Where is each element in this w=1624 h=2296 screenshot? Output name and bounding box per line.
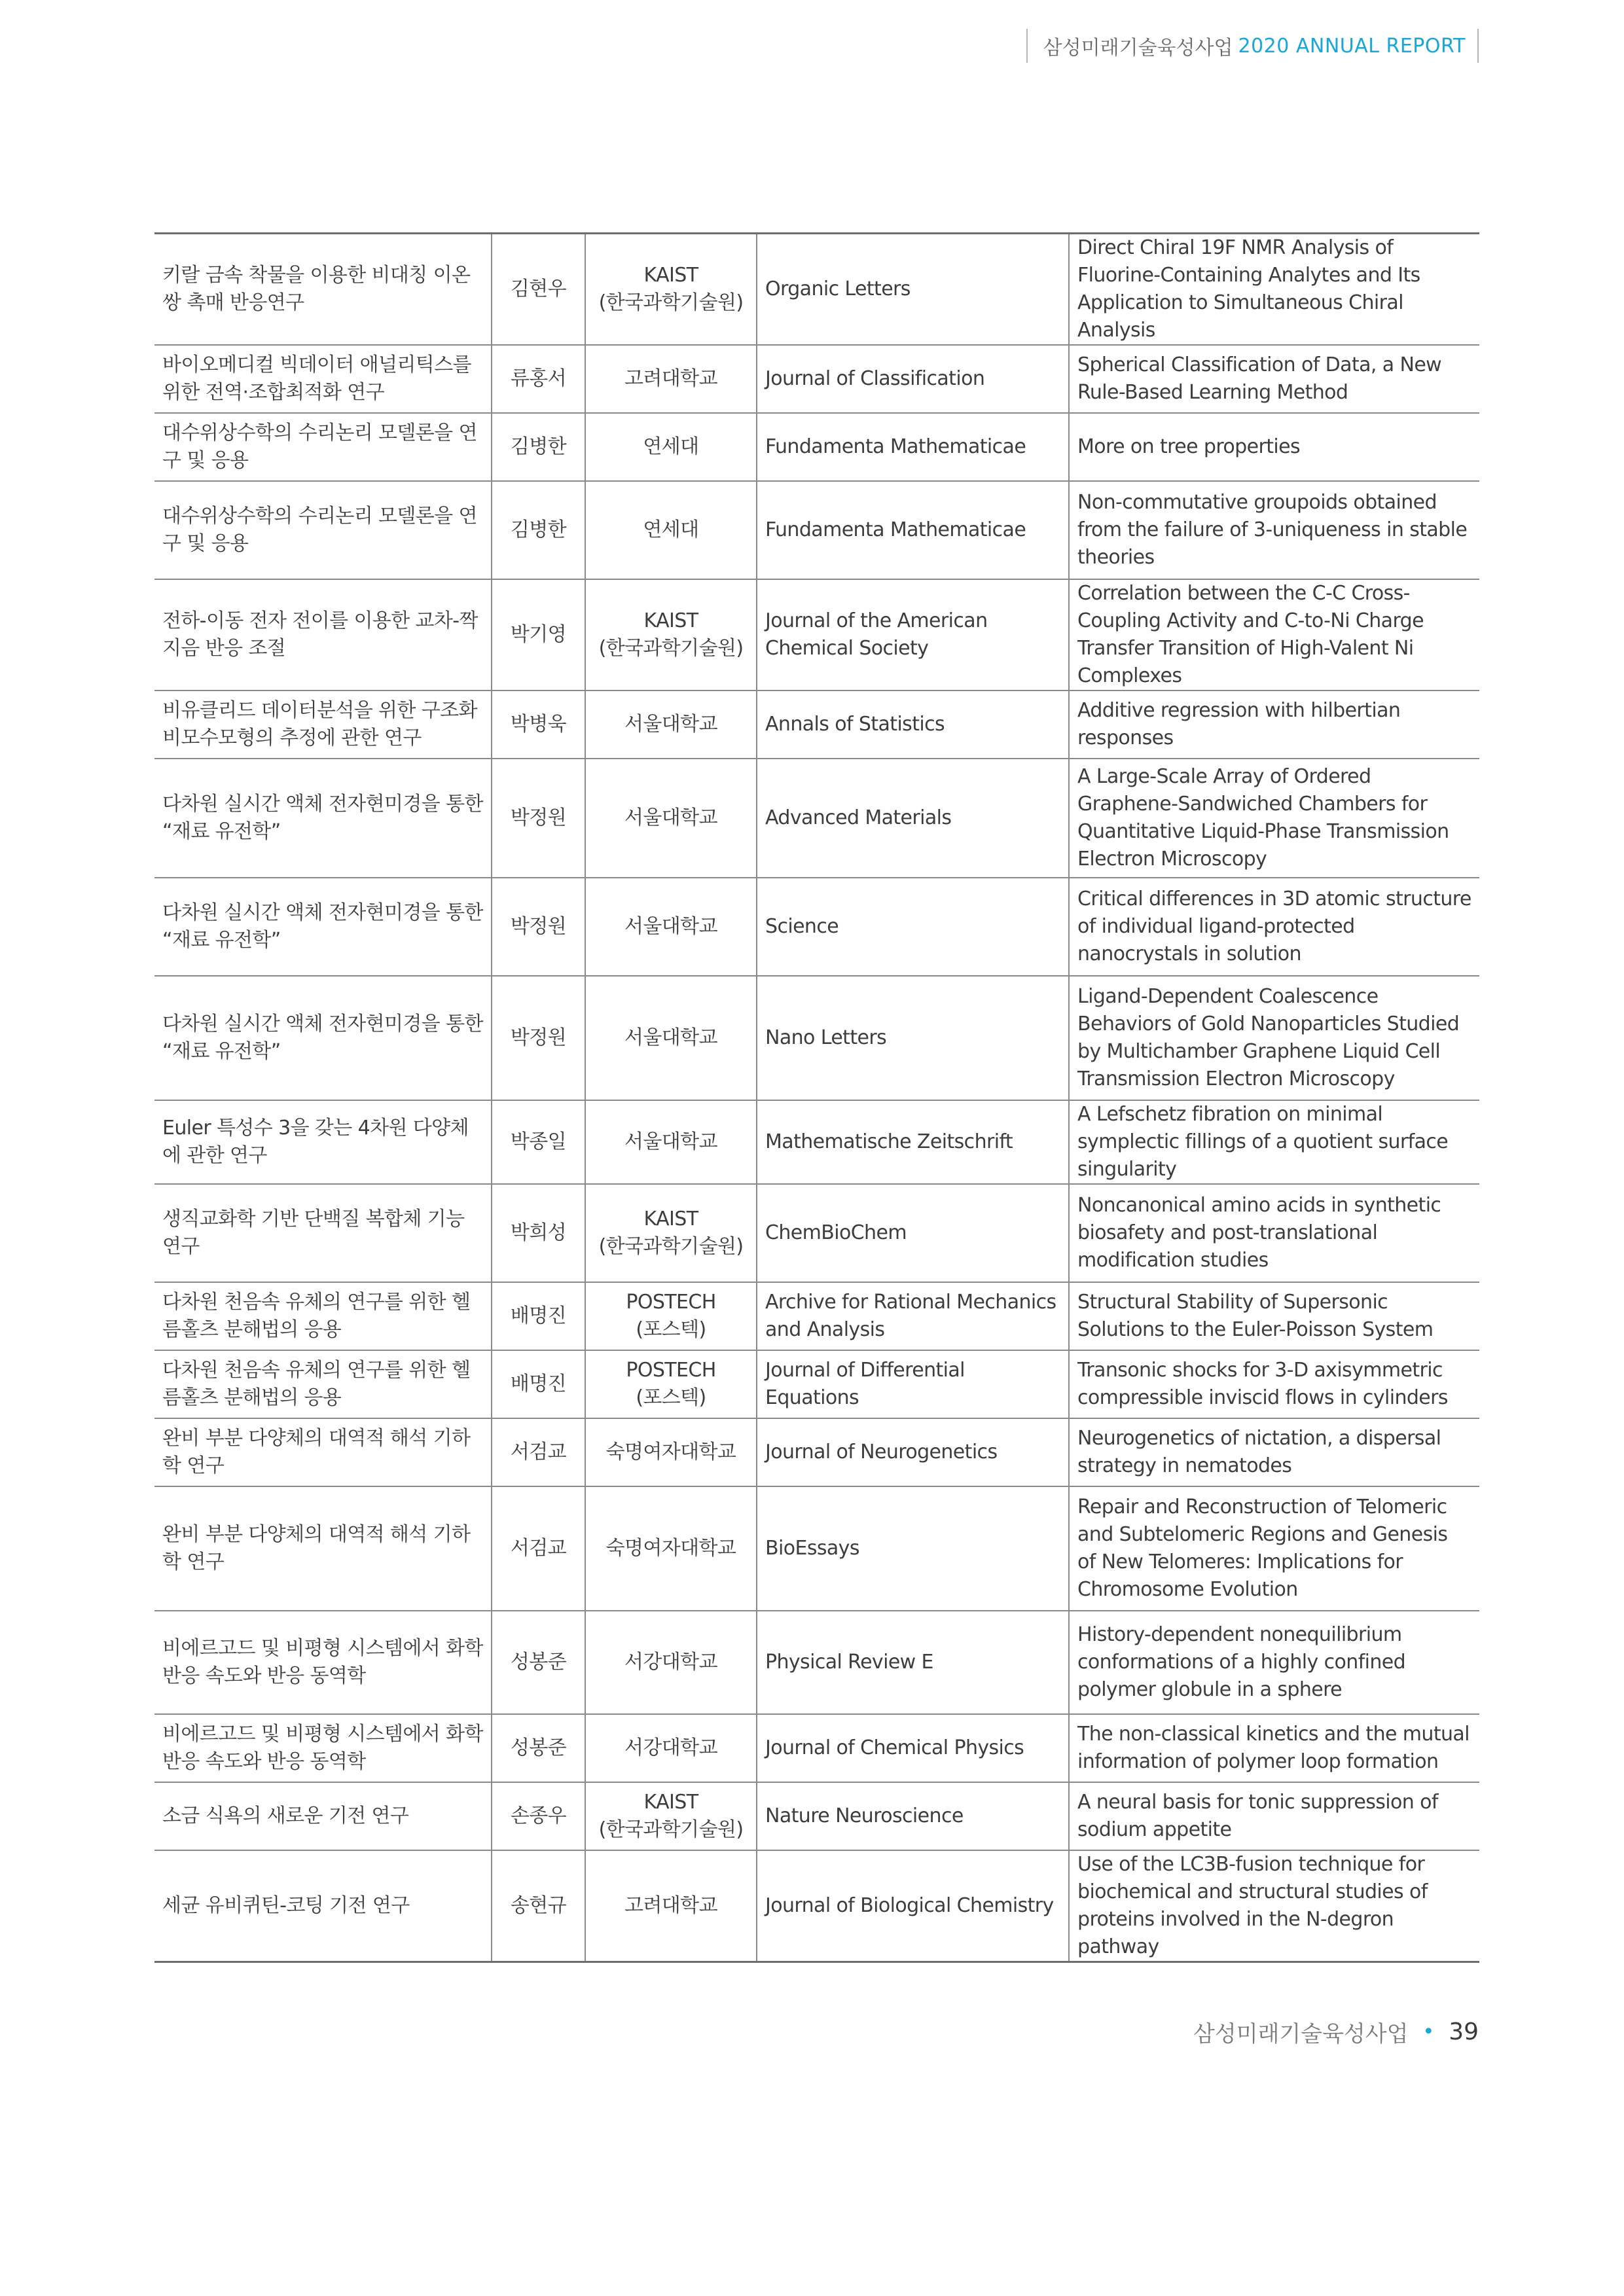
researcher-name-cell: 김병한: [492, 481, 585, 579]
research-topic-cell: 비에르고드 및 비평형 시스템에서 화학 반응 속도와 반응 동역학: [162, 1637, 483, 1687]
institution-name: 고려대학교: [624, 1894, 717, 1917]
page-footer: [1193, 2016, 1479, 2048]
researcher-name-cell: 박병욱: [492, 691, 585, 759]
research-topic-cell: 비유클리드 데이터분석을 위한 구조화 비모수모형의 추정에 관한 연구: [162, 699, 477, 749]
table-row: [154, 345, 1479, 413]
researcher-name-cell: 배명진: [492, 1282, 585, 1350]
researcher-name-cell: 박기영: [492, 579, 585, 691]
institution-cell: [585, 481, 757, 579]
journal-cell: Journal of Neurogenetics: [757, 1418, 1069, 1486]
researcher-name-cell: 배명진: [492, 1350, 585, 1418]
institution-name: 서울대학교: [624, 1130, 717, 1153]
research-topic-cell: 완비 부분 다양체의 대역적 해석 기하학 연구: [162, 1523, 471, 1573]
institution-cell: [585, 234, 757, 346]
institution-name-korean: (한국과학기술원): [598, 1818, 744, 1841]
journal-cell: Science: [757, 878, 1069, 976]
header-org-name: 삼성미래기술육성사업: [1043, 37, 1233, 60]
institution-cell: [585, 1418, 757, 1486]
researcher-name-cell: 김현우: [492, 234, 585, 346]
institution-name: 서강대학교: [624, 1736, 717, 1759]
research-topic-cell: 키랄 금속 착물을 이용한 비대칭 이온쌍 촉매 반응연구: [162, 264, 471, 314]
publications-table-container: [154, 232, 1479, 1963]
journal-cell: ChemBioChem: [757, 1184, 1069, 1282]
footer-bullet: •: [1422, 2020, 1435, 2043]
journal-cell: Fundamenta Mathematicae: [757, 413, 1069, 481]
institution-name: KAIST: [643, 609, 698, 632]
institution-name: KAIST: [643, 1791, 698, 1814]
table-row: [154, 579, 1479, 691]
journal-cell: Fundamenta Mathematicae: [757, 481, 1069, 579]
publications-table-body: [154, 234, 1479, 1962]
table-row: [154, 1282, 1479, 1350]
institution-cell: [585, 1100, 757, 1184]
institution-name: 서울대학교: [624, 713, 717, 736]
paper-title-cell: Correlation between the C-C Cross-Coupling Activity and C-to-Ni Charge Transfer Transition of High-Valent Ni Complexes: [1069, 579, 1479, 691]
institution-cell: [585, 759, 757, 878]
paper-title-cell: Spherical Classification of Data, a New Rule-Based Learning Method: [1069, 345, 1479, 413]
table-row: [154, 878, 1479, 976]
research-topic-cell: 다차원 실시간 액체 전자현미경을 통한 “재료 유전학”: [162, 901, 483, 952]
table-row: [154, 1350, 1479, 1418]
footer-org-name: 삼성미래기술육성사업: [1193, 2021, 1409, 2047]
researcher-name-cell: 성봉준: [492, 1611, 585, 1714]
paper-title-cell: Use of the LC3B-fusion technique for biochemical and structural studies of proteins involved in the N-degron pathway: [1069, 1850, 1479, 1962]
paper-title-cell: Non-commutative groupoids obtained from the failure of 3-uniqueness in stable theories: [1069, 481, 1479, 579]
institution-cell: [585, 1714, 757, 1782]
paper-title-cell: Repair and Reconstruction of Telomeric and Subtelomeric Regions and Genesis of New Telomeres: Implications for Chromosome Evolution: [1069, 1486, 1479, 1611]
research-topic-cell: 생직교화학 기반 단백질 복합체 기능 연구: [162, 1208, 465, 1258]
paper-title-cell: More on tree properties: [1069, 413, 1479, 481]
researcher-name-cell: 박희성: [492, 1184, 585, 1282]
institution-name: POSTECH: [626, 1291, 716, 1314]
research-topic-cell: 소금 식욕의 새로운 기전 연구: [162, 1804, 409, 1827]
paper-title-cell: Neurogenetics of nictation, a dispersal strategy in nematodes: [1069, 1418, 1479, 1486]
table-row: [154, 976, 1479, 1100]
journal-cell: BioEssays: [757, 1486, 1069, 1611]
journal-cell: Journal of Chemical Physics: [757, 1714, 1069, 1782]
institution-name: 서울대학교: [624, 1026, 717, 1049]
research-topic-cell: 비에르고드 및 비평형 시스템에서 화학 반응 속도와 반응 동역학: [162, 1723, 483, 1773]
institution-cell: [585, 878, 757, 976]
paper-title-cell: The non-classical kinetics and the mutual information of polymer loop formation: [1069, 1714, 1479, 1782]
research-topic-cell: 대수위상수학의 수리논리 모델론을 연구 및 응용: [162, 505, 477, 555]
researcher-name-cell: 박정원: [492, 759, 585, 878]
institution-name: 서강대학교: [624, 1651, 717, 1674]
journal-cell: Nature Neuroscience: [757, 1782, 1069, 1850]
journal-cell: Journal of Differential Equations: [757, 1350, 1069, 1418]
research-topic-cell: Euler 특성수 3을 갖는 4차원 다양체에 관한 연구: [162, 1117, 469, 1167]
table-row: [154, 234, 1479, 346]
research-topic-cell: 완비 부분 다양체의 대역적 해석 기하학 연구: [162, 1427, 471, 1477]
paper-title-cell: Direct Chiral 19F NMR Analysis of Fluorine-Containing Analytes and Its Application to Simultaneous Chiral Analysis: [1069, 234, 1479, 346]
header-report-title: 2020 ANNUAL REPORT: [1238, 34, 1466, 58]
institution-cell: [585, 1611, 757, 1714]
institution-cell: [585, 1782, 757, 1850]
journal-cell: Physical Review E: [757, 1611, 1069, 1714]
paper-title-cell: A Large-Scale Array of Ordered Graphene-Sandwiched Chambers for Quantitative Liquid-Phase Transmission Electron Microscopy: [1069, 759, 1479, 878]
researcher-name-cell: 서검교: [492, 1418, 585, 1486]
institution-name: 연세대: [643, 518, 699, 541]
research-topic-cell: 다차원 실시간 액체 전자현미경을 통한 “재료 유전학”: [162, 1013, 483, 1063]
table-row: [154, 1850, 1479, 1962]
journal-cell: Mathematische Zeitschrift: [757, 1100, 1069, 1184]
institution-name: 고려대학교: [624, 367, 717, 390]
researcher-name-cell: 김병한: [492, 413, 585, 481]
table-row: [154, 1611, 1479, 1714]
paper-title-cell: Noncanonical amino acids in synthetic biosafety and post-translational modification studies: [1069, 1184, 1479, 1282]
institution-name-korean: (포스텍): [636, 1386, 706, 1409]
researcher-name-cell: 서검교: [492, 1486, 585, 1611]
table-row: [154, 759, 1479, 878]
research-topic-cell: 전하-이동 전자 전이를 이용한 교차-짝지음 반응 조절: [162, 609, 478, 660]
research-topic-cell: 세균 유비퀴틴-코팅 기전 연구: [162, 1894, 410, 1917]
journal-cell: Nano Letters: [757, 976, 1069, 1100]
journal-cell: Annals of Statistics: [757, 691, 1069, 759]
researcher-name-cell: 송현규: [492, 1850, 585, 1962]
table-row: [154, 1418, 1479, 1486]
paper-title-cell: Ligand-Dependent Coalescence Behaviors of Gold Nanoparticles Studied by Multichamber Graphene Liquid Cell Transmission Electron Microscopy: [1069, 976, 1479, 1100]
institution-cell: [585, 579, 757, 691]
paper-title-cell: Critical differences in 3D atomic structure of individual ligand-protected nanocrystals in solution: [1069, 878, 1479, 976]
table-row: [154, 1782, 1479, 1850]
institution-cell: [585, 1350, 757, 1418]
table-row: [154, 1714, 1479, 1782]
institution-cell: [585, 1184, 757, 1282]
institution-cell: [585, 1850, 757, 1962]
page-header: [1026, 29, 1479, 63]
paper-title-cell: A neural basis for tonic suppression of sodium appetite: [1069, 1782, 1479, 1850]
institution-cell: [585, 345, 757, 413]
paper-title-cell: History-dependent nonequilibrium conformations of a highly confined polymer globule in a sphere: [1069, 1611, 1479, 1714]
institution-name: 연세대: [643, 435, 699, 458]
researcher-name-cell: 류홍서: [492, 345, 585, 413]
institution-name: 숙명여자대학교: [605, 1537, 736, 1560]
research-topic-cell: 바이오메디컬 빅데이터 애널리틱스를 위한 전역·조합최적화 연구: [162, 353, 471, 404]
paper-title-cell: A Lefschetz fibration on minimal symplectic fillings of a quotient surface singularity: [1069, 1100, 1479, 1184]
paper-title-cell: Additive regression with hilbertian responses: [1069, 691, 1479, 759]
institution-name-korean: (한국과학기술원): [598, 291, 744, 314]
institution-name-korean: (한국과학기술원): [598, 1235, 744, 1258]
journal-cell: Journal of Classification: [757, 345, 1069, 413]
institution-name-korean: (포스텍): [636, 1318, 706, 1341]
journal-cell: Organic Letters: [757, 234, 1069, 346]
journal-cell: Journal of Biological Chemistry: [757, 1850, 1069, 1962]
research-topic-cell: 대수위상수학의 수리논리 모델론을 연구 및 응용: [162, 422, 477, 472]
institution-cell: [585, 691, 757, 759]
institution-cell: [585, 1486, 757, 1611]
research-topic-cell: 다차원 천음속 유체의 연구를 위한 헬름홀츠 분해법의 응용: [162, 1359, 471, 1409]
institution-cell: [585, 413, 757, 481]
table-row: [154, 1100, 1479, 1184]
researcher-name-cell: 박종일: [492, 1100, 585, 1184]
research-topic-cell: 다차원 천음속 유체의 연구를 위한 헬름홀츠 분해법의 응용: [162, 1291, 471, 1341]
page-number: 39: [1449, 2018, 1479, 2045]
journal-cell: Advanced Materials: [757, 759, 1069, 878]
researcher-name-cell: 박정원: [492, 976, 585, 1100]
institution-name: 서울대학교: [624, 806, 717, 829]
institution-name-korean: (한국과학기술원): [598, 637, 744, 660]
researcher-name-cell: 박정원: [492, 878, 585, 976]
table-row: [154, 691, 1479, 759]
researcher-name-cell: 성봉준: [492, 1714, 585, 1782]
table-row: [154, 413, 1479, 481]
table-row: [154, 1184, 1479, 1282]
publications-table: [154, 232, 1479, 1963]
institution-cell: [585, 1282, 757, 1350]
table-row: [154, 1486, 1479, 1611]
institution-name: 숙명여자대학교: [605, 1441, 736, 1463]
institution-name: KAIST: [643, 264, 698, 287]
journal-cell: Journal of the American Chemical Society: [757, 579, 1069, 691]
institution-name: KAIST: [643, 1208, 698, 1230]
researcher-name-cell: 손종우: [492, 1782, 585, 1850]
table-row: [154, 481, 1479, 579]
institution-name: POSTECH: [626, 1359, 716, 1382]
research-topic-cell: 다차원 실시간 액체 전자현미경을 통한 “재료 유전학”: [162, 793, 483, 843]
journal-cell: Archive for Rational Mechanics and Analysis: [757, 1282, 1069, 1350]
paper-title-cell: Transonic shocks for 3-D axisymmetric compressible inviscid flows in cylinders: [1069, 1350, 1479, 1418]
paper-title-cell: Structural Stability of Supersonic Solutions to the Euler-Poisson System: [1069, 1282, 1479, 1350]
institution-cell: [585, 976, 757, 1100]
institution-name: 서울대학교: [624, 915, 717, 938]
